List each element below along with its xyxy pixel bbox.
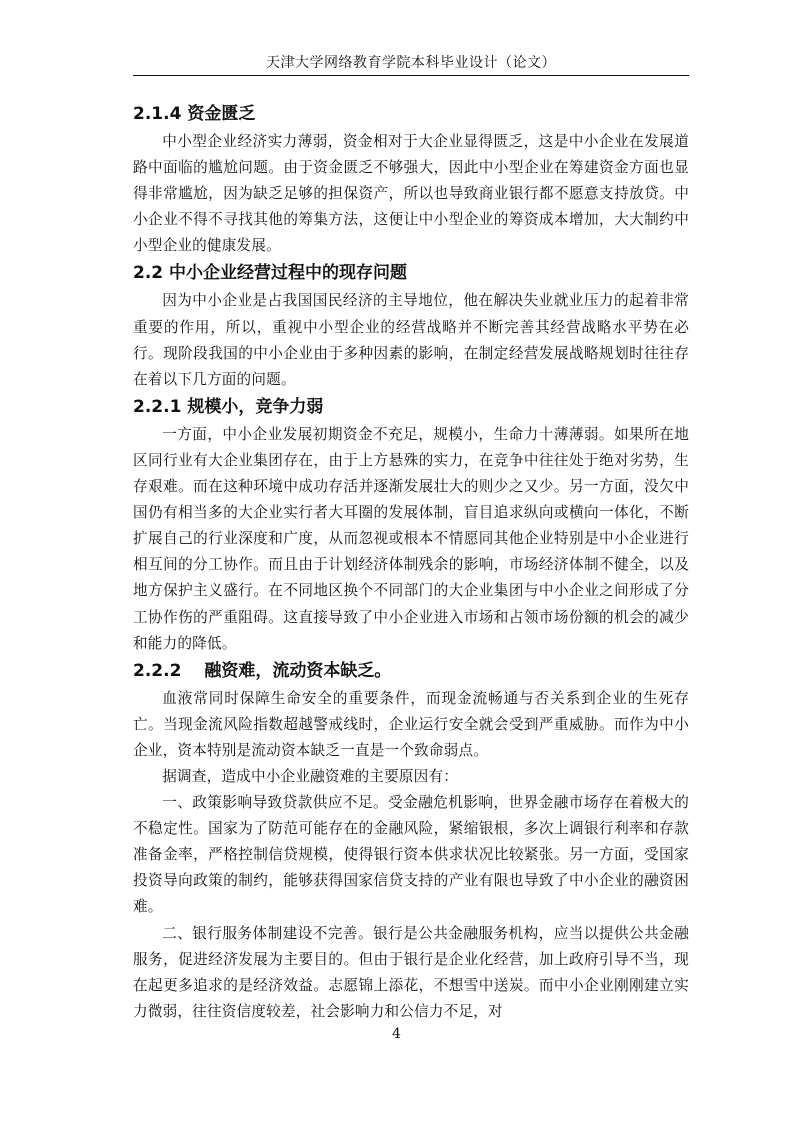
section-heading-2-2-2: 2.2.2 融资难，流动资本缺乏。 [133, 660, 392, 681]
paragraph: 中小型企业经济实力薄弱，资金相对于大企业显得匮乏，这是中小企业在发展道路中面临的尴尬问题。由于资金匮乏不够强大，因此中小型企业在筹建资金方面也显得非常尴尬，因为缺乏足够的担保资产，所以也导致商业银行都不愿意支持放贷。中小企业不得不寻找其他的筹集方法，这便让中小型企业的筹资成本增加，大大制约中小型企业的健康发展。 [133, 133, 689, 255]
page-number: 4 [392, 1026, 401, 1042]
paragraph: 据调查，造成中小企业融资难的主要原因有： [162, 767, 459, 785]
paragraph: 一、政策影响导致贷款供应不足。受金融危机影响，世界金融市场存在着极大的不稳定性。国家为了防范可能存在的金融风险，紧缩银根，多次上调银行利率和存款准备金率，严格控制信贷规模，使得银行资本供求状况比较紧张。另一方面，受国家投资导向政策的制约，能够获得国家信贷支持的产业有限也导致了中小企业的融资困难。 [133, 794, 689, 916]
section-heading-2-2-1: 2.2.1 规模小，竞争力弱 [133, 396, 324, 417]
paragraph: 血液常同时保障生命安全的重要条件，而现金流畅通与否关系到企业的生死存亡。当现金流风险指数超越警戒线时，企业运行安全就会受到严重威胁。而作为中小企业，资本特别是流动资本缺乏一直是一个致命弱点。 [133, 689, 689, 759]
section-heading-2-2: 2.2 中小企业经营过程中的现存问题 [133, 263, 408, 284]
paragraph: 二、银行服务体制建设不完善。银行是公共金融服务机构，应当以提供公共金融服务，促进经济发展为主要目的。但由于银行是企业化经营，加上政府引导不当，现在起更多追求的是经济效益。志愿锦上添花，不想雪中送炭。而中小企业刚刚建立实力微弱，往往资信度较差，社会影响力和公信力不足，对 [133, 924, 689, 1020]
paragraph: 一方面，中小企业发展初期资金不充足，规模小，生命力十薄薄弱。如果所在地区同行业有大企业集团存在，由于上方悬殊的实力，在竞争中往往处于绝对劣势，生存艰难。而在这种环境中成功存活并逐渐发展壮大的则少之又少。另一方面，没欠中国仍有相当多的大企业实行者大耳圈的发展体制，盲目追求纵向或横向一体化，不断扩展自己的行业深度和广度，从而忽视或根本不情愿同其他企业特别是中小企业进行相互间的分工协作。而且由于计划经济体制残余的影响，市场经济体制不健全，以及地方保护主义盛行。在不同地区换个不同部门的大企业集团与中小企业之间形成了分工协作伤的严重阻碍。这直接导致了中小企业进入市场和占领市场份额的机会的减少和能力的降低。 [133, 425, 689, 652]
page-body [133, 100, 689, 1025]
header-divider [133, 75, 689, 76]
paragraph: 因为中小企业是占我国国民经济的主导地位，他在解决失业就业压力的起着非常重要的作用，所以，重视中小型企业的经营战略并不断完善其经营战略水平势在必行。现阶段我国的中小企业由于多种因素的影响，在制定经营发展战略规划时往往存在着以下几方面的问题。 [133, 292, 689, 388]
section-heading-2-1-4: 2.1.4 资金匮乏 [133, 104, 256, 124]
page-header: 天津大学网络教育学院本科毕业设计（论文） [266, 55, 556, 71]
